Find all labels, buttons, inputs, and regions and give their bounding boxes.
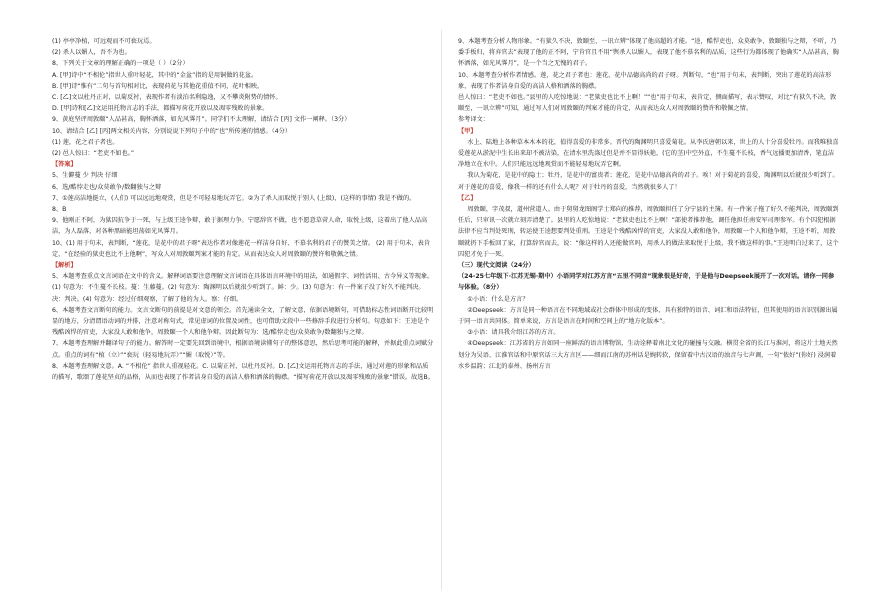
left-paragraph: 5、本题考查重点文言词语在文中的含义。解释词语要注意理解文言词语在具体语言环境中的用法，如通假字、词性活用、古今异义等现象。(1) 句意为：不生蔓不长枝。蔓：生藤蔓。(2) 句意为：陶渊明以后就很少听到了。鲜：少。(3) 句意为：有一件案子没了好久不能判决。决：判决。(4) 句意为：经过仔细观察，了解了他的为人。察：仔细。 <box>52 273 434 303</box>
left-paragraph: 7、①莲高洁地挺立，(人们) 可以远远地观赏，但是不可轻易地玩弄它。②为了杀人而取悦于别人 (上级)，(这样的事情) 我是不做的。 <box>52 194 416 202</box>
right-paragraph: 参考译文： <box>458 116 489 124</box>
left-paragraph: 6、本题考查文言断句的能力。文言文断句的前提是对文意的领会。首先通读全文，了解文意，依据语境断句，可借助标志性词语断开比较明显的地方，分清谓语动词的并排，注意对称句式，常见虚词的位置及词性，也可借助文段中一些修辞手段进行分析句。句意如下：王逵是个残酷凶悍的官吏，大家没人敢和他争，周敦颐一个人和他争辩。因此断句为：选/酷悖走也/众莫敢争/数翻独与之辩。 <box>52 306 434 337</box>
right-paragraph: ③小语：请具我介绍江苏的方言。 <box>467 329 560 337</box>
left-paragraph: D. [甲]诗和[乙]文运用托物言志的手法，都描写荷花开放以及凋零残败的景象。 <box>52 105 269 113</box>
left-paragraph: 7、本题考查理解并翻译句子的能力。解答时一定要先回到语境中，根据语境读懂句子的整体意思，然后思考可能的解释，并据此重点词赋分点。重点的词有“植（立）”“亵玩（轻易地玩弄）”“媚（取悦）”等。 <box>52 340 434 359</box>
right-paragraph: 水上、陆地上各种草本木本的花，值得喜爱的非常多。晋代的陶渊明只喜爱菊花。从李氏唐朝以来，世上的人十分喜爱牡丹。而我唯独喜爱莲花从淤泥中生长出来却不被沾染，在清水里洗涤过但是并不显得妖艳，(它的茎)中空外直，不生蔓不长枝，香气远播更加清香，笔直洁净地立在水中。人们只能远远地观赏而不能轻易地玩弄它啊。 <box>458 138 839 169</box>
right-paragraph: （24-25七年级下·江苏无锡·期中）小语同学对江苏方言“五里不同音”现象很是好奇，于是他与Deepseek展开了一次对话。请你一同参与体验。（8分） <box>458 273 835 292</box>
right-paragraph: ④Deepseek：江苏省的方言如同一座鲜活的语言博物馆，生动诠释着南北文化的碰撞与交融。横贯全省的长江与淮河，将这片土地天然划分为吴语、江淮官话和中原官话三大方言区——细而江南的苏州话是婉转软，保留着中古汉语的浊音与七声调，一句“侬好”(你好) 浸润着水乡温韵；江北的泰州、扬州方言 <box>458 340 838 370</box>
left-paragraph: 【解析】 <box>52 262 77 270</box>
left-paragraph: A. [甲]诗中“不相伦”指世人重叶轻花，其中的“金盆”指的是用铜做的花盆。 <box>52 71 258 79</box>
left-paragraph: 5、生僻蔓 少 判决 仔细 <box>52 172 118 180</box>
left-paragraph: 8、下列关于文章的理解正确的一项是（ ）（2分） <box>52 60 189 68</box>
left-paragraph: 10、请结合 [乙] [丙]两文相关内容，分别说说下列句子中的“也”所传递的情感。（4分） <box>52 127 292 135</box>
right-paragraph: 邑人惊曰：“老吏不如也。”县里的人吃惊地说：“老狱吏也比不上啊！”“也”用于句末，表肯定，侧面描写，表示赞叹，对比“有狱久不决，敦颐至，一讯立辨”可知，通过写人们对周敦颐的判案才能的肯定，从而表达众人对周敦颐的赞许和敬佩之情。 <box>458 94 837 113</box>
right-paragraph: 【乙】 <box>458 194 477 202</box>
left-paragraph: 6、选/酷悖走也/众莫敢争/数翻独与之辩 <box>52 183 162 191</box>
left-paragraph: (1) 莲，花之君子者也。 <box>52 138 119 146</box>
left-paragraph: (2) 杀人以媚人，吾不为也。 <box>52 49 131 57</box>
right-paragraph: 9、本题考查分析人物形象。“有狱久不决，敦颐至，一讯立辨”体现了他高超的才能。“逵，酷悍吏也，众莫敢争，敦颐独与之辩，不听，乃委手板归，将弃官去”表现了他的正不阿，宁肯官且不用“舆杀人以媚人，表现了他不慕名利的品质，这些行为都体现了他确实“人品甚高，胸怀洒落，如光风霁月”，是一个当之无愧的君子。 <box>458 38 839 68</box>
right-paragraph: 我认为菊花，是花中的隐士；牡丹，是花中的富贵者；莲花，是花中品德高尚的君子。唉！对于菊花的喜爱，陶渊明以后就很少听到了。对于莲花的喜爱，像我一样的还有什么人呢？对于牡丹的喜爱，当然就很多人了！ <box>458 172 839 191</box>
right-paragraph: 【甲】 <box>458 127 477 135</box>
right-paragraph: （三）现代文阅读（24分） <box>458 262 535 270</box>
left-paragraph: (2) 邑人惊曰：“老吏不如也。” <box>52 150 135 158</box>
left-paragraph: B. [甲]诗“惟有”二句与首句相对比，表现荷花与其他花重值不同，花叶相映。 <box>52 82 264 90</box>
left-paragraph: 8、B <box>52 206 67 214</box>
right-paragraph: 周敦颐，字茂叔，道州营道人。由于舅舅龙图阁学士郑向的推荐，周敦颐担任了分宁县的主簿。有一件案子拖了好久不能判决，周敦颐到任后，只审讯一次就立刻弄清楚了。县里的人吃惊地说：“老狱吏也比不上啊！”部使者推荐他，调任他担任南安军司理参军。有个囚犯根据法律不应当判处死刑，转运使王逵想要判处重刑。王逵是个残酷凶悍的官吏，大家没人敢和他争，周敦颐一个人和他争辩，王逵不听，周敦颐就扔下手板回了家，打算辞官而去，说：“像这样的人还能做官吗，用杀人的做法来取悦于上级，我不做这样的事。”王逵明白过来了，这个囚犯才免于一死。 <box>458 206 839 258</box>
left-column <box>52 36 434 383</box>
left-paragraph: 【答案】 <box>52 161 77 169</box>
right-column <box>458 36 840 372</box>
left-paragraph: 9、黄庭坚评周敦颐“人品甚高，胸怀洒落，如光风霁月”。同学们不太理解，请结合 [丙] 文作一阐释。（3分） <box>52 116 351 124</box>
right-paragraph: 10、本题考查分析作者情感。莲，花之君子者也：莲花，花中品德高尚的君子呀。判断句，“也”用于句末，表判断，突出了莲花的高洁形象，表现了作者洁身自爱的高洁人格和洒落的胸襟。 <box>458 71 832 90</box>
left-paragraph: 9、他刚正不阿，为狱囚抗争于一死，与上级王逵争辩，敢于据理力争。宁愿辞官不做，也不愿意草菅人命，取悦上级，这着出了他人品高洁，为人磊落，对各种黑暗能坦荡如光风霁月。 <box>52 217 428 236</box>
right-paragraph: ②Deepseek：方言是同一种语言在不同地域或社会群体中形成的变体，具有独特的语音、词汇和语法特征，但其使用的语言识别源出属于同一语言共同体。简单来说，方言是语言在时间和空间上的“地方化版本”。 <box>458 306 838 326</box>
left-paragraph: 8、本题考查理解文意。A. “不相伦” 指世人重视轻花。C. 以菊正衬，以杜丹反衬。D. [乙]文运用托物言志的手法，通过对莲的形象和品质的描写，歌颂了莲花坚贞的品格，从而也表现了作者洁身自爱的高洁人格和洒落的胸襟。“描写荷花开放以及凋零残败的景象”错误。故选B。 <box>52 362 434 382</box>
left-paragraph: (1) 亭亭净植，可远观而不可亵玩焉。 <box>52 38 156 45</box>
right-paragraph: ①小语：什么是方言？ <box>467 295 529 303</box>
column-divider <box>441 30 442 590</box>
left-paragraph: C. [乙]文以杜丹正对，以菊反衬，表现作者有淡泊名利隐逸，又不攀炎附势的情怀。 <box>52 94 282 102</box>
left-paragraph: 10、(1) 用于句末，表判断，“莲花，是花中的君子呀”表达作者对像莲花一样洁身自好、不慕名利的君子的赞美之情。 (2) 用于句末，表肯定，“在经验的狱吏也比不上他啊”，写众人对周敦颐判案才能的肯定。从而表达众人对周敦颐的赞许和敬佩之情。 <box>52 239 431 258</box>
